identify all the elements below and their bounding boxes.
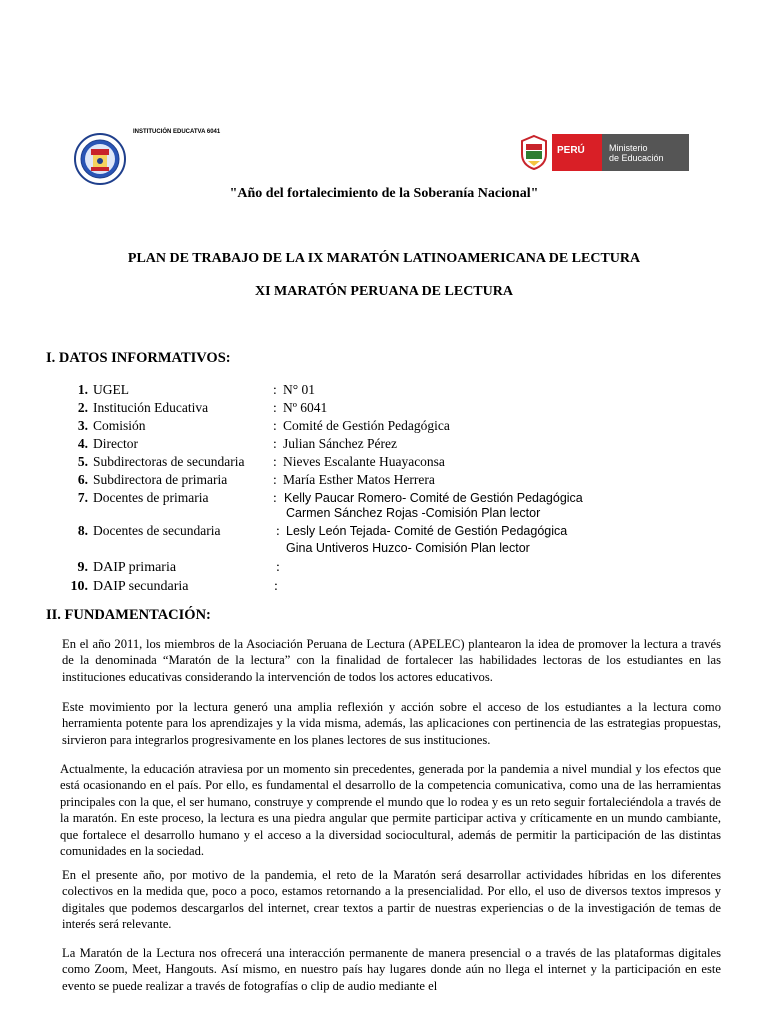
info-row-continuation: Carmen Sánchez Rojas -Comisión Plan lector (286, 506, 541, 520)
ministry-logo (519, 134, 689, 171)
paragraph: Este movimiento por la lectura generó una amplia reflexión y acción sobre el acceso de los estudiantes a la lectura como herramienta potente para los aprendizajes y la vida misma, además, las aplicaciones con pertinencia de las estrategias propuestas, sirvieron para integrarlos progresivamente en los planes lectores de sus instituciones. (62, 700, 721, 747)
info-row: 7. Docentes de primaria : Kelly Paucar Romero- Comité de Gestión Pedagógica (77, 490, 583, 505)
info-row: 8. Docentes de secundaria : Lesly León Tejada- Comité de Gestión Pedagógica (77, 523, 568, 538)
motto: "Año del fortalecimiento de la Soberanía Nacional" (229, 186, 539, 201)
info-row: 4. Director : Julian Sánchez Pérez (77, 436, 397, 451)
paragraph: En el presente año, por motivo de la pandemia, el reto de la Maratón será desarrollar actividades híbridas en los diferentes colectivos en la medida que, poco a poco, estamos retornando a la presencialidad. Por ello, el uso de diversos textos impresos y digitales que podemos descargarlos del internet, crear textos a partir de nuestras experiencias o de la investigación de temas de interés será relevante. (62, 868, 721, 932)
peru-shield-icon (519, 134, 549, 171)
document-title: PLAN DE TRABAJO DE LA IX MARATÓN LATINOAMERICANA DE LECTURA (127, 251, 641, 266)
ministry-name: Ministerio de Educación (609, 143, 664, 163)
info-row: 6. Subdirectora de primaria : María Esther Matos Herrera (77, 472, 435, 487)
info-row: 2. Institución Educativa : Nº 6041 (77, 400, 328, 415)
info-row: 10. DAIP secundaria : (70, 579, 278, 594)
paragraph: Actualmente, la educación atraviesa por un momento sin precedentes, generada por la pandemia a nivel mundial y los efectos que está ocasionando en el país. Por ello, es fundamental el desarrollo de la competencia comunicativa, como una de las herramientas principales con la que, el ser humano, construye y comprende el mundo que lo rodea y es un reto seguir fortaleciéndola a través de la maratón. En este proceso, la lectura es una piedra angular que permite participar activa y críticamente en un mundo cambiante, que fortalece el desarrollo humano y el acceso a la diversidad sociocultural, además de permitir la participación de las distintas comunidades en la sociedad. (60, 762, 721, 859)
institution-label: INSTITUCIÓN EDUCATVA 6041 (133, 129, 221, 135)
info-row-continuation: Gina Untiveros Huzco- Comisión Plan lector (286, 541, 530, 555)
info-row: 9. DAIP primaria : (77, 560, 280, 575)
peru-label: PERÚ (557, 145, 585, 156)
paragraph: La Maratón de la Lectura nos ofrecerá una interacción permanente de manera presencial o a través de las plataformas digitales como Zoom, Meet, Hangouts. Así mismo, en nuestro país hay lugares donde aún no llega el internet y la participación en este evento se puede realizar a través de fotografías o clip de audio mediante el (62, 946, 721, 993)
school-crest-logo (74, 133, 126, 185)
section-heading-fundamentacion: II. FUNDAMENTACIÓN: (46, 607, 211, 623)
info-row: 1. UGEL : N° 01 (77, 382, 316, 397)
info-row: 5. Subdirectoras de secundaria : Nieves Escalante Huayaconsa (77, 454, 445, 469)
section-heading-datos: I. DATOS INFORMATIVOS: (46, 350, 231, 366)
paragraph: En el año 2011, los miembros de la Asociación Peruana de Lectura (APELEC) plantearon la idea de promover la lectura a través de la denominada “Maratón de la lectura” con la finalidad de fortalecer las habilidades lectoras de los estudiantes en las instituciones educativas considerando la intervención de todos los actores educativos. (62, 637, 721, 684)
document-subtitle: XI MARATÓN PERUANA DE LECTURA (255, 284, 513, 299)
info-row: 3. Comisión : Comité de Gestión Pedagógica (77, 418, 450, 433)
